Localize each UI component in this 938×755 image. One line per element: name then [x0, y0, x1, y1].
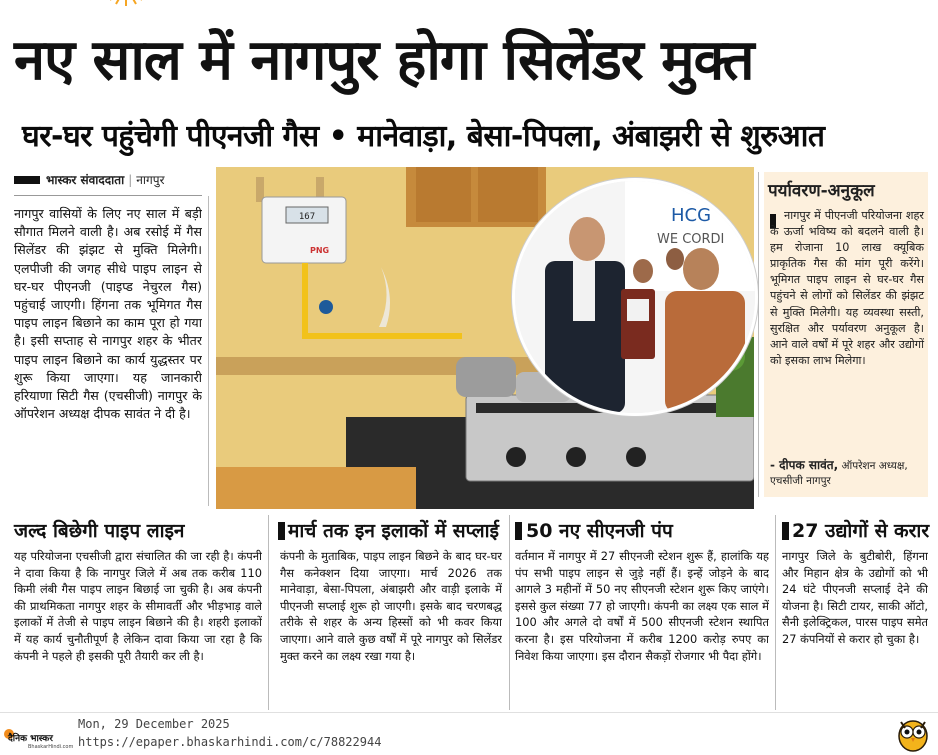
- subheadline: घर-घर पहुंचेगी पीएनजी गैस • मानेवाड़ा, बेसा-पिपला, अंबाझरी से शुरुआत: [22, 119, 825, 154]
- column-1-body: यह परियोजना एचसीजी द्वारा संचालित की जा रही है। कंपनी ने दावा किया है कि नागपुर जिले में अब तक करीब 110 किमी लंबी गैस पाइप लाइन बिछाई जा चुकी है। अब कंपनी की प्राथमिकता नागपुर शहर के सीमावर्ती और भीड़भाड़ वाले इलाकों में तेजी से पाइप लाइन बिछाने की है। शहरी इलाकों में यह कार्य चुनौतीपूर्ण है लेकिन दावा किया जा रहा है कि कंपनी ने पहले ही इसकी पूरी तैयारी कर ली है।: [14, 549, 262, 663]
- sidebar-box: [764, 172, 928, 497]
- column-1-heading: जल्द बिछेगी पाइप लाइन: [14, 520, 185, 542]
- byline-separator: |: [128, 173, 133, 187]
- column-3-body: वर्तमान में नागपुर में 27 सीएनजी स्टेशन शुरू हैं, हालांकि यह पंप सभी पाइप लाइन से जुड़े नहीं हैं। इन्हें जोड़ने के बाद आगले 3 महीनों में 50 नए सीएनजी स्टेशन शुरू किए जाएंगे। इससे कुल संख्या 77 हो जाएगी। कंपनी का लक्ष्य एक साल में 100 और अगले दो वर्षों में 500 सीएनजी स्टेशन स्थापित करना है। इस परियोजना में करीब 1200 करोड़ रुपए का निवेश किया जाएगा। इस दौरान सैकड़ों रोजगार भी पैदा होंगे।: [515, 549, 769, 663]
- quote-title: ऑपरेशन अध्यक्ष, एचसीजी नागपुर: [770, 460, 908, 487]
- dainik-bhaskar-logo: [4, 723, 74, 751]
- column-divider: [509, 515, 510, 710]
- footer-date: Mon, 29 December 2025: [78, 717, 230, 731]
- logo-text: दैनिक भास्कर: [8, 734, 53, 744]
- meter-label: PNG: [310, 246, 330, 255]
- sidebar-body: नागपुर में पीएनजी परियोजना शहर के ऊर्जा भविष्य को बदलने वाली है। हम रोजाना 10 लाख क्यूबिक प्राकृतिक गैस की मांग पूरी करेंगे। भूमिगत पाइप लाइन से घर-घर गैस पहुंचने से लोगों को सिलेंडर की झंझट से मुक्ति मिलेगी। यह व्यवस्था सस्ती, सुरक्षित और पर्यावरण अनुकूल है। आने वाले वर्षों में पूरे शहर और उद्योगों को इसका लाभ मिलेगा।: [770, 209, 924, 367]
- column-2-body: कंपनी के मुताबिक, पाइप लाइन बिछने के बाद घर-घर गैस कनेक्शन दिया जाएगा। मार्च 2026 तक मानेवाड़ा, बेसा-पिपला, अंबाझरी और वाड़ी इलाके में पीएनजी सप्लाई शुरू हो जाएगी। इसके बाद चरणबद्ध तरीके से शहर के अन्य हिस्सों को भी कवर किया जाएगा। आने वाले कुछ वर्षों में पूरे नागपुर को सिलेंडर मुक्त करने का लक्ष्य रखा गया है।: [280, 549, 502, 663]
- owl-icon[interactable]: [896, 716, 930, 752]
- column-4-heading: 27 उद्योगों से करार: [792, 520, 930, 542]
- column-3-heading: 50 नए सीएनजी पंप: [526, 520, 673, 542]
- sun-graphic: [108, 0, 144, 8]
- byline-marker: [14, 176, 40, 184]
- logo-subtext: BhaskarHindi.com: [28, 744, 74, 750]
- column-4-body: नागपुर जिले के बुटीबोरी, हिंगना और मिहान क्षेत्र के उद्योगों को भी 24 घंटे पीएनजी सप्लाई देने की योजना है। सिटी टायर, साकी ऑटो, सैनी इलेक्ट्रिकल, पारस पाइप समेत 27 कंपनियों से करार हो चुका है।: [782, 549, 928, 646]
- column-divider: [758, 172, 759, 497]
- ceremony-illustration: [515, 181, 755, 413]
- banner-text: WE CORDI: [657, 232, 725, 247]
- banner-logo-text: HCG: [671, 205, 712, 226]
- quote-name: - दीपक सावंत,: [770, 458, 839, 472]
- byline-rule: [14, 195, 202, 196]
- sidebar-title: पर्यावरण-अनुकूल: [768, 181, 875, 201]
- column-divider: [208, 196, 209, 506]
- intro-paragraph: नागपुर वासियों के लिए नए साल में बड़ी सौगात मिलने वाली है। अब रसोई में गैस सिलेंडर की झंझट से मुक्ति मिलेगी। एलपीजी की जगह सीधे पाइप लाइन से घर-घर पीएनजी (पाइप्ड नेचुरल गैस) पहुंचाई जाएगी। हिंगना तक भूमिगत गैस पाइप लाइन बिछाने का काम पूरा हो गया है। इसी सप्ताह से नागपुर शहर के भीतर पाइप लाइन बिछाने का कार्य युद्धस्तर पर शुरू किया जाएगा। यह जानकारी हरियाणा सिटी गैस (एचसीजी) नागपुर के ऑपरेशन अध्यक्ष दीपक सावंत ने दी है।: [14, 206, 202, 422]
- sidebar-quote: [770, 458, 924, 489]
- byline-city: नागपुर: [136, 173, 165, 187]
- column-2-heading: मार्च तक इन इलाकों में सप्लाई: [288, 520, 499, 542]
- meter-reading: 167: [298, 212, 316, 222]
- column-4-marker: [782, 522, 789, 540]
- byline-reporter: भास्कर संवाददाता: [46, 173, 125, 187]
- column-3-marker: [515, 522, 522, 540]
- column-divider: [775, 515, 776, 710]
- byline: [46, 170, 165, 190]
- ceremony-inset-photo: [512, 178, 758, 416]
- footer-bar: [0, 712, 938, 755]
- column-2-marker: [278, 522, 285, 540]
- footer-url[interactable]: https://epaper.bhaskarhindi.com/c/78822944: [78, 735, 382, 749]
- column-divider: [268, 515, 269, 710]
- headline: नए साल में नागपुर होगा सिलेंडर मुक्त: [14, 28, 754, 93]
